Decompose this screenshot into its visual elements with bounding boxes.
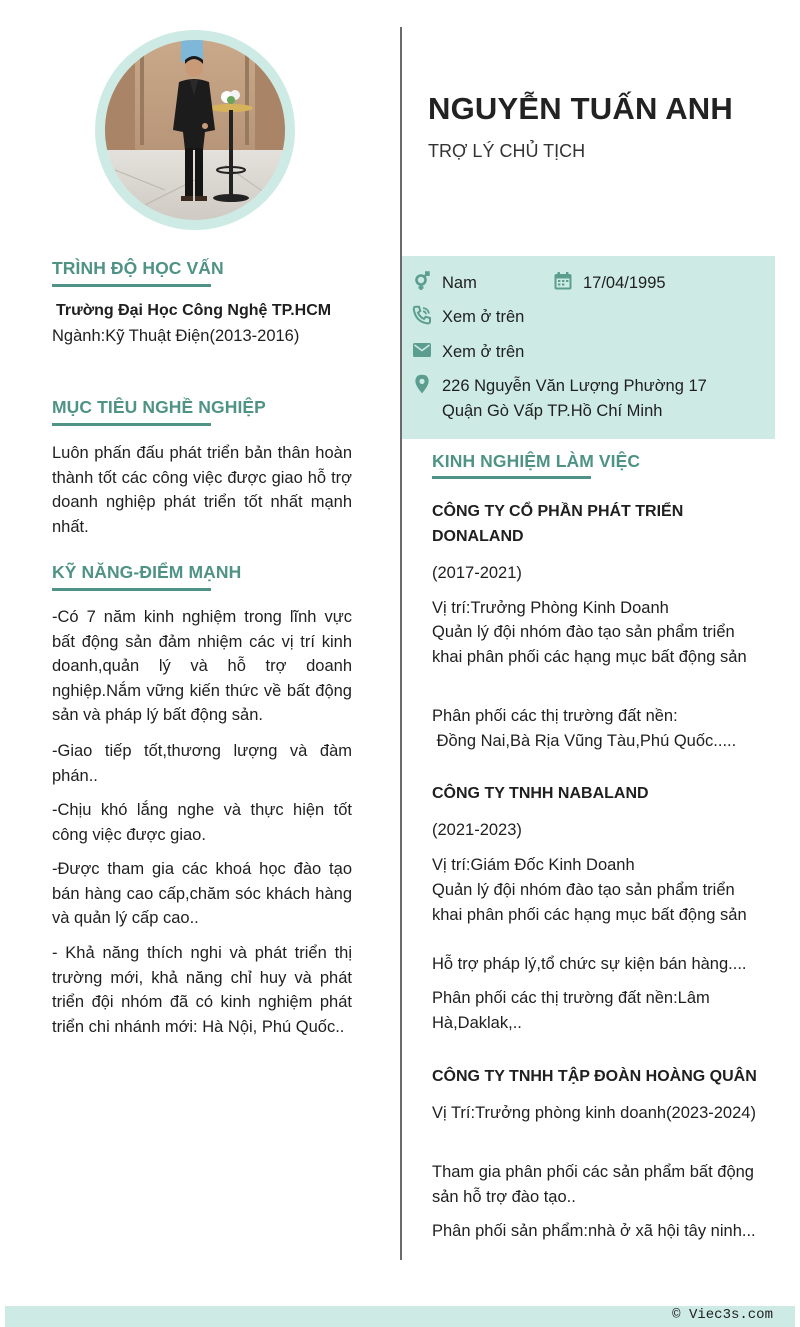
email-value: Xem ở trên [442,343,525,361]
experience-title: KINH NGHIỆM LÀM VIỆC [432,451,641,471]
job-company: CÔNG TY TNHH TẬP ĐOÀN HOÀNG QUÂN [432,1068,757,1085]
phone-value: Xem ở trên [442,308,525,326]
job-company: CÔNG TY CỔ PHẦN PHÁT TRIỂN DONALAND [432,503,684,545]
job-position: Vị Trí:Trưởng phòng kinh doanh(2023-2024) [432,1104,756,1122]
skill-item: - Khả năng thích nghi và phát triển thị trường mới, khả năng chỉ huy và phát triển đội nhóm đã có kinh nghiệm phát triển chi nhánh mới: Hà Nội, Phú Quốc.. [52,944,352,1036]
experience-underline [432,476,591,479]
footer-bar [5,1306,795,1327]
gender-icon [412,271,432,291]
objective-underline [52,423,211,426]
job-period: (2017-2021) [432,564,522,582]
job-company: CÔNG TY TNHH NABALAND [432,785,649,802]
skill-item: -Có 7 năm kinh nghiệm trong lĩnh vực bất động sản đảm nhiệm các vị trí kinh doanh,quản lý và hỗ trợ doanh nghiệp.Nắm vững kiến thức về bất động sản và pháp lý bất động sản. [52,608,352,724]
job-markets-label: Phân phối các thị trường đất nền: [432,707,678,725]
address-line1: 226 Nguyễn Văn Lượng Phường 17 [442,377,707,395]
job-title: TRỢ LÝ CHỦ TỊCH [428,141,586,161]
candidate-name: NGUYỄN TUẤN ANH [428,91,733,126]
job-markets: Phân phối các thị trường đất nền:Lâm Hà,Daklak,.. [432,989,710,1032]
education-underline [52,284,211,287]
education-school: Trường Đại Học Công Nghệ TP.HCM [56,302,332,319]
phone-icon [412,305,432,325]
job-markets: Đồng Nai,Bà Rịa Vũng Tàu,Phú Quốc..... [432,732,737,750]
skills-title: KỸ NĂNG-ĐIỂM MẠNH [52,562,242,582]
avatar-frame [95,30,295,230]
education-title: TRÌNH ĐỘ HỌC VẤN [52,258,224,278]
skill-item: -Giao tiếp tốt,thương lượng và đàm phán.. [52,742,352,785]
job-products: Phân phối sản phẩm:nhà ở xã hội tây ninh... [432,1222,756,1240]
job-duties: Quản lý đội nhóm đào tạo sản phẩm triển khai phân phối các hạng mục bất động sản [432,623,747,666]
email-icon [412,340,432,360]
job-period: (2021-2023) [432,821,522,839]
job-support: Hỗ trợ pháp lý,tổ chức sự kiện bán hàng.... [432,955,747,973]
footer-copyright[interactable]: © Viec3s.com [672,1307,773,1323]
skill-item: -Được tham gia các khoá học đào tạo bán hàng cao cấp,chăm sóc khách hàng và quản lý cấp cao.. [52,860,352,927]
job-duties: Tham gia phân phối các sản phẩm bất động sản hỗ trợ đào tạo.. [432,1163,754,1206]
job-position: Vị trí:Trưởng Phòng Kinh Doanh [432,599,669,617]
column-divider [400,27,402,1260]
calendar-icon [553,271,573,291]
education-major: Ngành:Kỹ Thuật Điện(2013-2016) [52,327,300,345]
objective-title: MỤC TIÊU NGHỀ NGHIỆP [52,397,266,417]
profile-photo [105,40,285,220]
skill-item: -Chịu khó lắng nghe và thực hiện tốt công việc được giao. [52,801,352,844]
avatar [105,40,285,220]
job-duties: Quản lý đội nhóm đào tạo sản phẩm triển khai phân phối các hạng mục bất động sản [432,881,747,924]
location-pin-icon [412,374,432,394]
address-line2: Quận Gò Vấp TP.Hồ Chí Minh [442,402,663,420]
objective-text: Luôn phấn đấu phát triển bản thân hoàn thành tốt các công việc được giao hỗ trợ doanh nghiệp phát triển tốt nhất mạnh nhất. [52,444,352,536]
skills-underline [52,588,211,591]
gender-value: Nam [442,274,477,292]
job-position: Vị trí:Giám Đốc Kinh Doanh [432,856,635,874]
birthdate-value: 17/04/1995 [583,274,666,292]
